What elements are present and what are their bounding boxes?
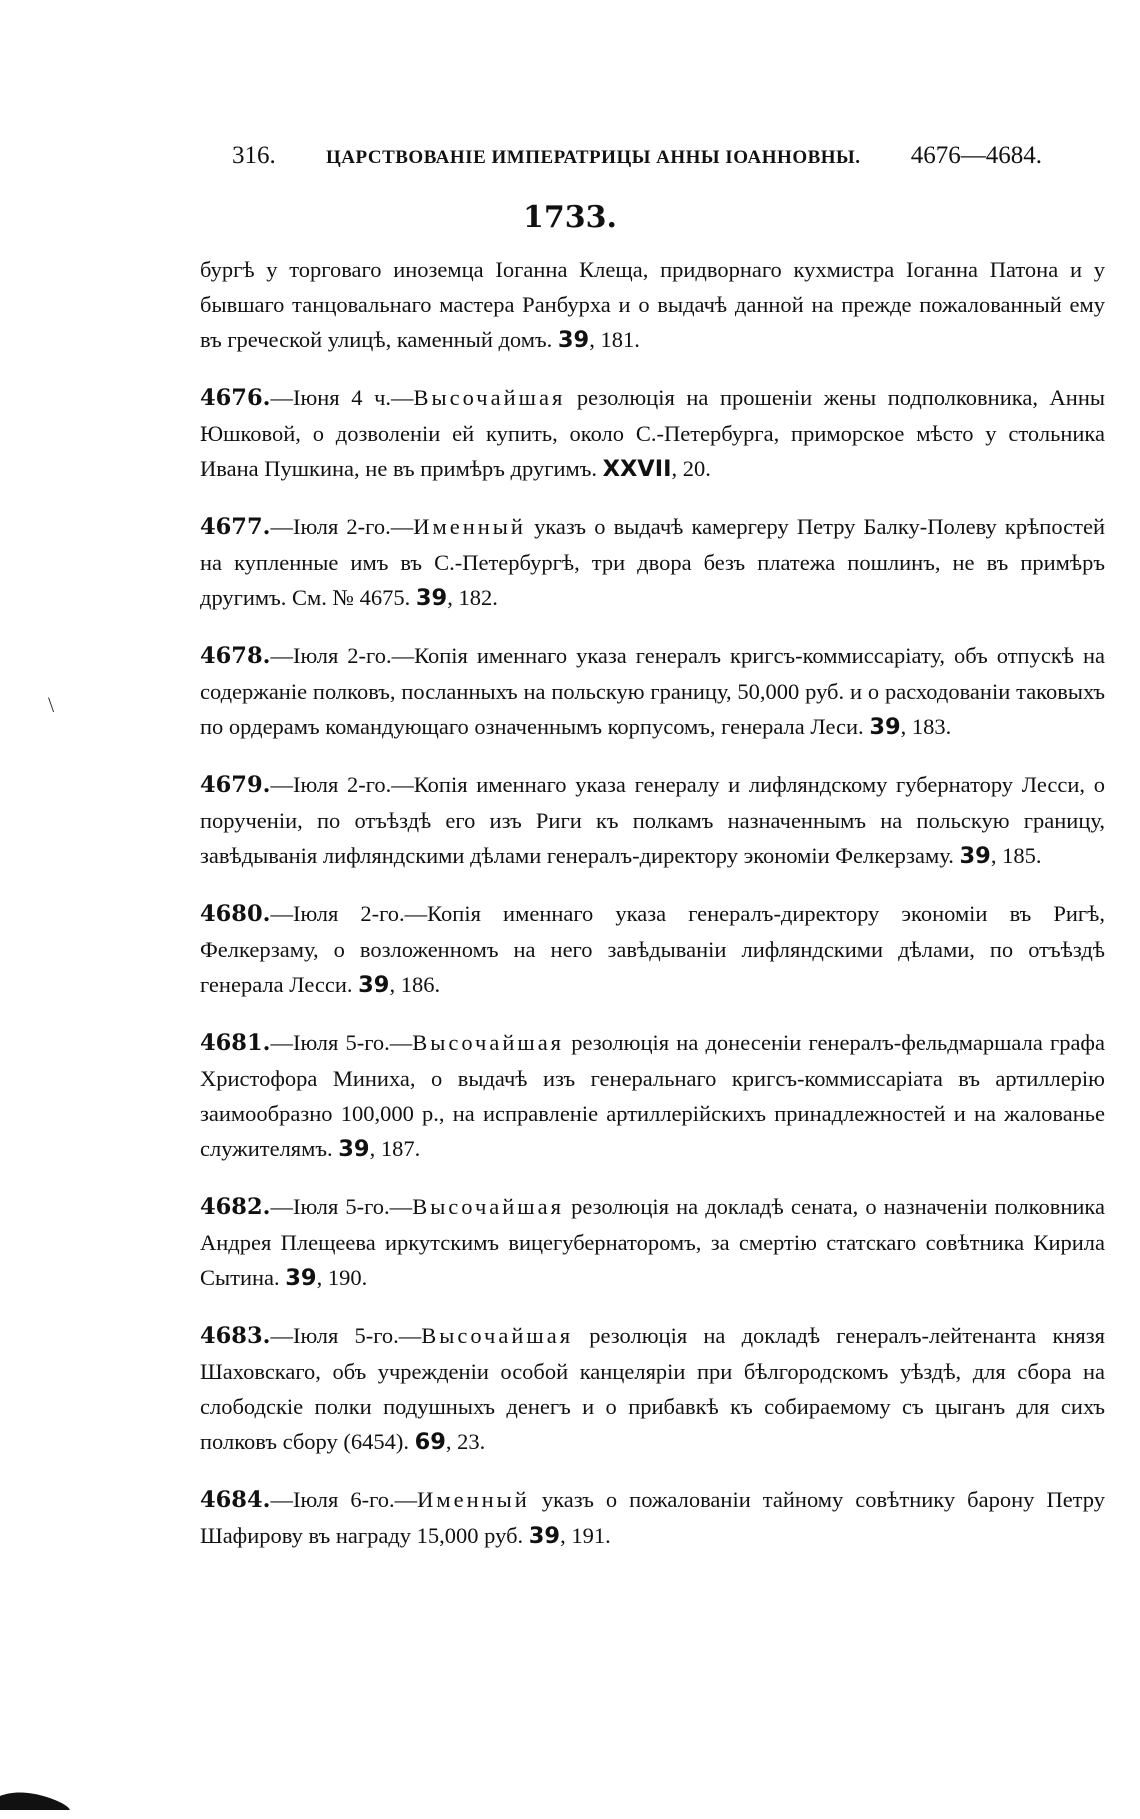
running-title: ЦАРСТВОВАНІЕ ИМПЕРАТРИЦЫ АННЫ ІОАННОВНЫ.: [326, 147, 861, 168]
entry-date: —Іюля 2-го.—: [270, 643, 415, 668]
page-ref: , 186.: [389, 972, 441, 997]
entry-text: Копія именнаго указа генералъ кригсъ-коммиссаріату, объ отпускѣ на содержаніе полковъ, посланныхъ на польскую границу, 50,000 руб. и о расходованіи таковыхъ по ордерамъ командующаго означеннымъ корпусомъ, генерала Леси.: [200, 643, 1106, 739]
entry-number: 4676.: [200, 385, 271, 411]
volume-ref: 39: [869, 714, 901, 740]
entry-date: —Іюля 5-го.—: [270, 1030, 413, 1055]
entry-4682: [200, 1189, 1105, 1296]
page-ref: , 183.: [900, 714, 952, 739]
document-type: Высочайшая: [413, 385, 566, 410]
entry-text: Копія именнаго указа генералъ-директору экономіи въ Ригѣ, Фелкерзаму, о возложенномъ на него завѣдываніи лифляндскими дѣлами, по отъѣздѣ генерала Лесси.: [200, 901, 1105, 997]
running-header: [232, 142, 1042, 182]
entry-4677: [200, 509, 1105, 616]
page-ref: , 191.: [560, 1523, 611, 1548]
entry-date: —Іюля 5-го.—: [270, 1323, 422, 1348]
continuation-paragraph: [200, 252, 1105, 358]
volume-ref: 39: [557, 327, 590, 353]
entry-4678: [200, 638, 1105, 745]
entry-4681: [200, 1025, 1105, 1167]
entry-date: —Іюля 2-го.—: [270, 514, 414, 539]
page-ref: , 181.: [589, 327, 640, 352]
volume-ref: 39: [285, 1265, 317, 1291]
volume-ref: XXVII: [602, 456, 672, 482]
entry-number: 4682.: [200, 1194, 271, 1220]
entry-4683: [200, 1318, 1105, 1460]
entry-number: 4681.: [200, 1030, 271, 1056]
entry-text: резолюція на докладѣ сената, о назначеніи полковника Андрея Плещеева иркутскимъ вицегубернаторомъ, за смертію статскаго совѣтника Кирила Сытина.: [200, 1194, 1106, 1290]
entry-date: —Іюля 5-го.—: [270, 1194, 413, 1219]
entry-4680: [200, 896, 1105, 1003]
entry-text: указъ о пожалованіи тайному совѣтнику барону Петру Шафирову въ награду 15,000 руб.: [200, 1487, 1105, 1548]
document-type: Высочайшая: [412, 1194, 564, 1219]
volume-ref: 39: [415, 585, 448, 611]
page-ref: , 190.: [316, 1265, 368, 1290]
entry-date: —Іюля 2-го.—: [270, 901, 428, 926]
volume-ref: 69: [414, 1429, 446, 1455]
entry-text: резолюція на прошеніи жены подполковника, Анны Юшковой, о дозволеніи ей купить, около С.-Петербурга, приморское мѣсто у стольника Ивана Пушкина, не въ примѣръ другимъ.: [200, 385, 1105, 481]
document-type: Высочайшая: [421, 1323, 574, 1348]
entry-number: 4678.: [200, 643, 271, 669]
page-ref: , 187.: [369, 1136, 421, 1161]
entry-4679: [200, 767, 1105, 874]
page-number: 316.: [232, 142, 276, 169]
page-ref: , 20.: [671, 456, 711, 481]
entry-4676: [200, 380, 1105, 487]
entry-text: резолюція на докладѣ генералъ-лейтенанта князя Шаховскаго, объ учрежденіи особой канцеляріи при бѣлгородскомъ уѣздѣ, для сбора на слободскіе полки подушныхъ денегъ и о прибавкѣ къ собираемому съ цыганъ для сихъ полковъ сбору (6454).: [200, 1323, 1106, 1454]
volume-ref: 39: [338, 1136, 370, 1162]
entry-text: резолюція на донесеніи генералъ-фельдмаршала графа Христофора Миниха, о выдачѣ изъ генеральнаго кригсъ-коммиссаріата въ артиллерію заимообразно 100,000 р., на исправленіе артиллерійскихъ принадлежностей и на жалованье служителямъ.: [200, 1030, 1106, 1161]
volume-ref: 39: [528, 1523, 561, 1549]
document-type: Именный: [417, 1487, 530, 1512]
entry-date: —Іюля 2-го.—: [270, 772, 414, 797]
margin-mark: \: [48, 692, 55, 717]
entry-date: —Іюня 4 ч.—: [270, 385, 414, 410]
page-ref: , 185.: [990, 843, 1042, 868]
entry-text: указъ о выдачѣ камергеру Петру Балку-Полеву крѣпостей на купленные имъ въ С.-Петербургѣ, три двора безъ платежа пошлинъ, не въ примѣръ другимъ. См. № 4675.: [200, 514, 1105, 610]
entry-number: 4677.: [200, 514, 271, 540]
continuation-text: бургѣ у торговаго иноземца Іоганна Клеща, придворнаго кухмистра Іоганна Патона и у бывшаго танцовальнаго мастера Ранбурха и о выдачѣ данной на прежде пожалованный ему въ греческой улицѣ, каменный домъ.: [200, 257, 1105, 352]
entry-number: 4683.: [200, 1323, 271, 1349]
year-heading: 1733.: [523, 200, 617, 235]
document-type: Именный: [413, 514, 526, 539]
entry-text: Копія именнаго указа генералу и лифляндскому губернатору Лесси, о порученіи, по отъѣздѣ его изъ Риги къ полкамъ назначеннымъ на польскую границу, завѣдыванія лифляндскими дѣлами генералъ-директору экономіи Фелкерзаму.: [200, 772, 1105, 868]
entry-4684: [200, 1482, 1105, 1554]
entry-number: 4684.: [200, 1487, 271, 1513]
entry-date: —Іюля 6-го.—: [270, 1487, 418, 1512]
entry-range: 4676—4684.: [910, 142, 1042, 169]
ink-blot: [0, 1788, 70, 1810]
document-type: Высочайшая: [412, 1030, 565, 1055]
entry-number: 4679.: [200, 772, 271, 798]
page-ref: , 182.: [447, 585, 498, 610]
document-body: [200, 252, 1105, 1576]
entry-number: 4680.: [200, 901, 271, 927]
volume-ref: 39: [959, 843, 991, 869]
volume-ref: 39: [358, 972, 390, 998]
page-ref: , 23.: [445, 1429, 486, 1454]
